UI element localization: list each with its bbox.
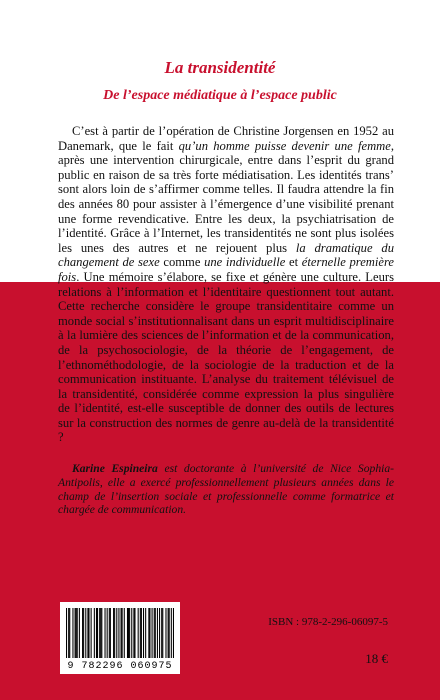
barcode-number: 9 782296 060975 — [67, 661, 173, 672]
barcode-bar — [129, 608, 130, 658]
barcode-bar — [66, 608, 67, 658]
barcode-bar — [124, 608, 125, 658]
barcode-bar — [114, 608, 115, 658]
barcode-bar — [128, 608, 129, 658]
barcode-bar — [168, 608, 169, 658]
barcode-bar — [109, 608, 110, 658]
price: 18 € — [365, 651, 388, 666]
barcode-bar — [148, 608, 149, 658]
barcode-bar — [85, 608, 86, 658]
barcode-bar — [99, 608, 100, 658]
barcode-bar — [131, 608, 132, 658]
barcode-bar — [171, 608, 172, 658]
barcode-bar — [154, 608, 155, 658]
author-paragraph: Karine Espineira est doctorante à l’université de Nice Sophia-Antipolis, elle a exercé professionnellement plusieurs années dans le champ de l’insertion sociale et professionnelle comme formatrice et chargée de communication. — [58, 462, 394, 517]
barcode-bar — [143, 608, 144, 658]
barcode-bar — [118, 608, 119, 658]
isbn: ISBN : 978-2-296-06097-5 — [268, 616, 388, 628]
barcode-bar — [122, 608, 123, 658]
barcode-bar — [113, 608, 114, 658]
barcode-bar — [157, 608, 158, 658]
back-cover-summary — [58, 124, 394, 445]
barcode-bar — [152, 608, 153, 658]
author-name: Karine Espineira — [72, 462, 158, 475]
barcode-bar — [149, 608, 150, 658]
barcode-bar — [91, 608, 92, 658]
barcode-bar — [87, 608, 88, 658]
barcode-bar — [83, 608, 84, 658]
barcode-bar — [127, 608, 128, 658]
barcode-bar — [110, 608, 111, 658]
barcode-bar — [97, 608, 98, 658]
barcode-bar — [76, 608, 77, 658]
barcode-bar — [77, 608, 78, 658]
book-title: La transidentité — [164, 58, 276, 77]
barcode-bar — [165, 608, 166, 658]
barcode-bar — [161, 608, 162, 658]
book-subtitle: De l’espace médiatique à l’espace public — [103, 88, 337, 103]
barcode-bar — [173, 608, 174, 658]
barcode-bar — [145, 608, 146, 658]
barcode-bar — [159, 608, 160, 658]
barcode-bar — [96, 608, 97, 658]
barcode-bar — [105, 608, 106, 658]
barcode-bar — [72, 608, 73, 658]
barcode-bar — [101, 608, 102, 658]
barcode-bar — [79, 608, 80, 658]
barcode-bar — [94, 608, 95, 658]
barcode-bar — [116, 608, 117, 658]
summary-paragraph: C’est à partir de l’opération de Christine Jorgensen en 1952 au Danemark, que le fait qu’un homme puisse devenir une femme, après une intervention chirurgicale, entre dans l’esprit du grand public en raison de sa très forte médiatisation. Les identités trans’ sont alors loin de s’affirmer comme telles. Il faudra attendre la fin des années 80 pour assister à l’émergence d’une visibilité prenant une forme revendicative. Entre les deux, la psychiatrisation de l’identité. Grâce à l’Internet, les transidentités ne sont plus isolées les unes des autres et ne rejouent plus la dramatique du changement de sexe comme une individuelle et éternelle première fois. Une mémoire s’élabore, se fixe et génère une culture. Leurs relations à l’information et l’identitaire questionnent tout autant. Cette recherche considère le groupe transidentitaire comme un monde social s’institutionnalisant dans un esprit multidisciplinaire à la lumière des sciences de l’information et de la communication, de la psychosociologie, de la théorie de l’engagement, de l’ethnométhodologie, de la sociologie de la traduction et de la communication instituante. L’analyse du traitement télévisuel de la transidentité, considérée comme expression la plus singulière de l’identité, est-elle susceptible de donner des outils de lectures sur la construction des normes de genre au-delà de la transidentité ? — [58, 124, 395, 445]
barcode-bar — [82, 608, 83, 658]
barcode-bar — [138, 608, 139, 658]
barcode-bar — [162, 608, 163, 658]
barcode-bar — [68, 608, 69, 658]
author-bio — [58, 462, 394, 517]
barcode-bar — [75, 608, 76, 658]
barcode-bar — [155, 608, 156, 658]
barcode-bar — [169, 608, 170, 658]
barcode-bar — [88, 608, 89, 658]
barcode-bars — [66, 608, 174, 658]
barcode-bar — [107, 608, 108, 658]
barcode-bar — [100, 608, 101, 658]
barcode-bar — [133, 608, 134, 658]
barcode-bar — [140, 608, 141, 658]
barcode-bar — [69, 608, 70, 658]
barcode-bar — [121, 608, 122, 658]
barcode-bar — [141, 608, 142, 658]
barcode-bar — [134, 608, 135, 658]
barcode — [60, 602, 180, 674]
